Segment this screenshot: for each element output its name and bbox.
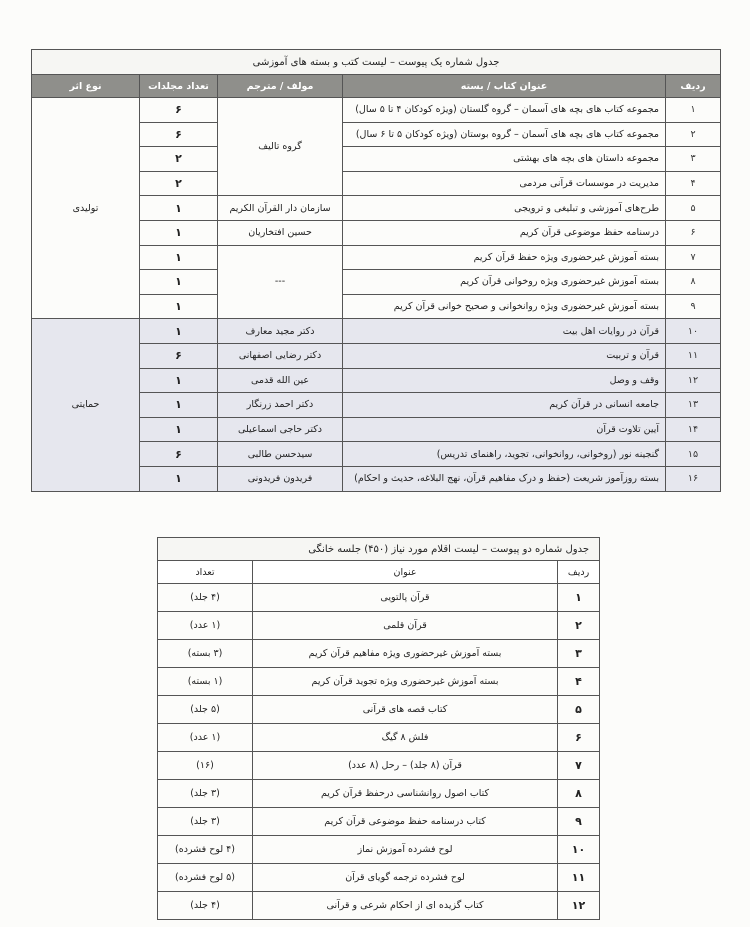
row-index: ۴ bbox=[558, 668, 600, 696]
row-title: درسنامه حفظ موضوعی قرآن کریم bbox=[343, 220, 666, 245]
row-index: ۱۱ bbox=[558, 864, 600, 892]
items-table bbox=[157, 537, 600, 920]
items-table-header bbox=[158, 561, 600, 584]
row-qty: (۵ لوح فشرده) bbox=[158, 864, 253, 892]
row-index: ۸ bbox=[558, 780, 600, 808]
row-title: قرآن و تربیت bbox=[343, 343, 666, 368]
header-count: تعداد مجلدات bbox=[140, 75, 218, 98]
row-author: دکتر احمد زرنگار bbox=[218, 393, 343, 418]
row-title: قرآن پالتویی bbox=[253, 584, 558, 612]
row-author: حسین افتخاریان bbox=[218, 220, 343, 245]
row-index: ۹ bbox=[666, 294, 721, 319]
table-row bbox=[158, 752, 600, 780]
row-title: بسته روزآموز شریعت (حفظ و درک مفاهیم قرآن، نهج البلاغه، حدیث و احکام) bbox=[343, 466, 666, 491]
row-title: قرآن (۸ جلد) – رحل (۸ عدد) bbox=[253, 752, 558, 780]
row-index: ۸ bbox=[666, 270, 721, 295]
row-title: گنجینه نور (روخوانی، روانخوانی، تجوید، راهنمای تدریس) bbox=[343, 442, 666, 467]
row-qty: (۱ عدد) bbox=[158, 612, 253, 640]
row-qty: (۳ جلد) bbox=[158, 808, 253, 836]
row-title: جامعه انسانی در قرآن کریم bbox=[343, 393, 666, 418]
row-type: حمایتی bbox=[32, 319, 140, 491]
row-index: ۲ bbox=[666, 122, 721, 147]
row-title: لوح فشرده ترجمه گویای قرآن bbox=[253, 864, 558, 892]
row-index: ۲ bbox=[558, 612, 600, 640]
table-row bbox=[32, 98, 721, 123]
row-index: ۱۱ bbox=[666, 343, 721, 368]
row-title: آیین تلاوت قرآن bbox=[343, 417, 666, 442]
header-index: ردیف bbox=[558, 561, 600, 584]
header-index: ردیف bbox=[666, 75, 721, 98]
row-title: وقف و وصل bbox=[343, 368, 666, 393]
row-count: ۱ bbox=[140, 319, 218, 344]
table-row bbox=[158, 584, 600, 612]
row-count: ۶ bbox=[140, 98, 218, 123]
row-title: بسته آموزش غیرحضوری ویژه روخوانی قرآن کریم bbox=[343, 270, 666, 295]
row-author: دکتر حاجی اسماعیلی bbox=[218, 417, 343, 442]
row-index: ۷ bbox=[558, 752, 600, 780]
row-index: ۱۲ bbox=[666, 368, 721, 393]
books-table-title: جدول شماره یک پیوست – لیست کتب و بسته های آموزشی bbox=[32, 50, 721, 75]
table-row bbox=[158, 808, 600, 836]
row-index: ۱ bbox=[558, 584, 600, 612]
row-qty: (۳ بسته) bbox=[158, 640, 253, 668]
row-qty: (۵ جلد) bbox=[158, 696, 253, 724]
row-count: ۱ bbox=[140, 417, 218, 442]
row-author: سازمان دار القرآن الکریم bbox=[218, 196, 343, 221]
row-title: قرآن قلمی bbox=[253, 612, 558, 640]
table-row bbox=[158, 892, 600, 920]
table-row bbox=[32, 319, 721, 344]
row-qty: (۱ بسته) bbox=[158, 668, 253, 696]
row-title: کتاب درسنامه حفظ موضوعی قرآن کریم bbox=[253, 808, 558, 836]
row-count: ۱ bbox=[140, 466, 218, 491]
row-qty: (۴ لوح فشرده) bbox=[158, 836, 253, 864]
header-type: نوع اثر bbox=[32, 75, 140, 98]
header-title: عنوان کتاب / بسته bbox=[343, 75, 666, 98]
row-author: --- bbox=[218, 245, 343, 319]
row-count: ۶ bbox=[140, 122, 218, 147]
books-table bbox=[31, 49, 721, 492]
row-index: ۱۶ bbox=[666, 466, 721, 491]
row-index: ۳ bbox=[666, 147, 721, 172]
row-count: ۶ bbox=[140, 343, 218, 368]
row-title: بسته آموزش غیرحضوری ویژه روانخوانی و صحیح خوانی قرآن کریم bbox=[343, 294, 666, 319]
table-row bbox=[158, 612, 600, 640]
row-index: ۴ bbox=[666, 171, 721, 196]
row-title: بسته آموزش غیرحضوری ویژه مفاهیم قرآن کریم bbox=[253, 640, 558, 668]
row-index: ۱۵ bbox=[666, 442, 721, 467]
header-title: عنوان bbox=[253, 561, 558, 584]
row-title: کتاب قصه های قرآنی bbox=[253, 696, 558, 724]
row-title: کتاب اصول روانشناسی درحفظ قرآن کریم bbox=[253, 780, 558, 808]
header-author: مولف / مترجم bbox=[218, 75, 343, 98]
row-count: ۲ bbox=[140, 147, 218, 172]
row-count: ۱ bbox=[140, 294, 218, 319]
header-qty: تعداد bbox=[158, 561, 253, 584]
row-index: ۱۳ bbox=[666, 393, 721, 418]
row-author: گروه تالیف bbox=[218, 98, 343, 196]
row-count: ۶ bbox=[140, 442, 218, 467]
row-index: ۷ bbox=[666, 245, 721, 270]
table-row bbox=[158, 864, 600, 892]
row-title: لوح فشرده آموزش نماز bbox=[253, 836, 558, 864]
table-row bbox=[158, 668, 600, 696]
table-row bbox=[158, 640, 600, 668]
row-qty: (۴ جلد) bbox=[158, 584, 253, 612]
row-index: ۱۲ bbox=[558, 892, 600, 920]
row-count: ۱ bbox=[140, 196, 218, 221]
row-author: عین الله قدمی bbox=[218, 368, 343, 393]
row-title: مجموعه کتاب های بچه های آسمان – گروه گلستان (ویژه کودکان ۴ تا ۵ سال) bbox=[343, 98, 666, 123]
row-author: سیدحسن طالبی bbox=[218, 442, 343, 467]
row-count: ۱ bbox=[140, 270, 218, 295]
table-row bbox=[158, 724, 600, 752]
row-author: دکتر رضایی اصفهانی bbox=[218, 343, 343, 368]
row-title: طرح‌های آموزشی و تبلیغی و ترویجی bbox=[343, 196, 666, 221]
books-table-header bbox=[32, 75, 721, 98]
row-count: ۲ bbox=[140, 171, 218, 196]
row-title: بسته آموزش غیرحضوری ویژه حفظ قرآن کریم bbox=[343, 245, 666, 270]
row-index: ۶ bbox=[558, 724, 600, 752]
items-table-title: جدول شماره دو پیوست – لیست اقلام مورد نیاز (۴۵۰) جلسه خانگی bbox=[158, 538, 600, 561]
row-title: مجموعه کتاب های بچه های آسمان – گروه بوستان (ویژه کودکان ۵ تا ۶ سال) bbox=[343, 122, 666, 147]
row-title: کتاب گزیده ای از احکام شرعی و قرآنی bbox=[253, 892, 558, 920]
row-index: ۵ bbox=[666, 196, 721, 221]
row-index: ۳ bbox=[558, 640, 600, 668]
row-count: ۱ bbox=[140, 220, 218, 245]
row-index: ۱۴ bbox=[666, 417, 721, 442]
row-title: بسته آموزش غیرحضوری ویژه تجوید قرآن کریم bbox=[253, 668, 558, 696]
row-index: ۹ bbox=[558, 808, 600, 836]
row-type: تولیدی bbox=[32, 98, 140, 319]
row-author: دکتر مجید معارف bbox=[218, 319, 343, 344]
row-count: ۱ bbox=[140, 368, 218, 393]
row-index: ۱۰ bbox=[666, 319, 721, 344]
row-count: ۱ bbox=[140, 245, 218, 270]
row-title: قرآن در روایات اهل بیت bbox=[343, 319, 666, 344]
row-count: ۱ bbox=[140, 393, 218, 418]
row-index: ۵ bbox=[558, 696, 600, 724]
table-row bbox=[158, 780, 600, 808]
table-row bbox=[158, 696, 600, 724]
row-qty: (۱ عدد) bbox=[158, 724, 253, 752]
row-author: فریدون فریدونی bbox=[218, 466, 343, 491]
row-index: ۱۰ bbox=[558, 836, 600, 864]
row-qty: (۱۶) bbox=[158, 752, 253, 780]
row-title: فلش ۸ گیگ bbox=[253, 724, 558, 752]
table-row bbox=[158, 836, 600, 864]
row-qty: (۴ جلد) bbox=[158, 892, 253, 920]
row-title: مجموعه داستان های بچه های بهشتی bbox=[343, 147, 666, 172]
row-qty: (۳ جلد) bbox=[158, 780, 253, 808]
row-index: ۱ bbox=[666, 98, 721, 123]
row-index: ۶ bbox=[666, 220, 721, 245]
row-title: مدیریت در موسسات قرآنی مردمی bbox=[343, 171, 666, 196]
